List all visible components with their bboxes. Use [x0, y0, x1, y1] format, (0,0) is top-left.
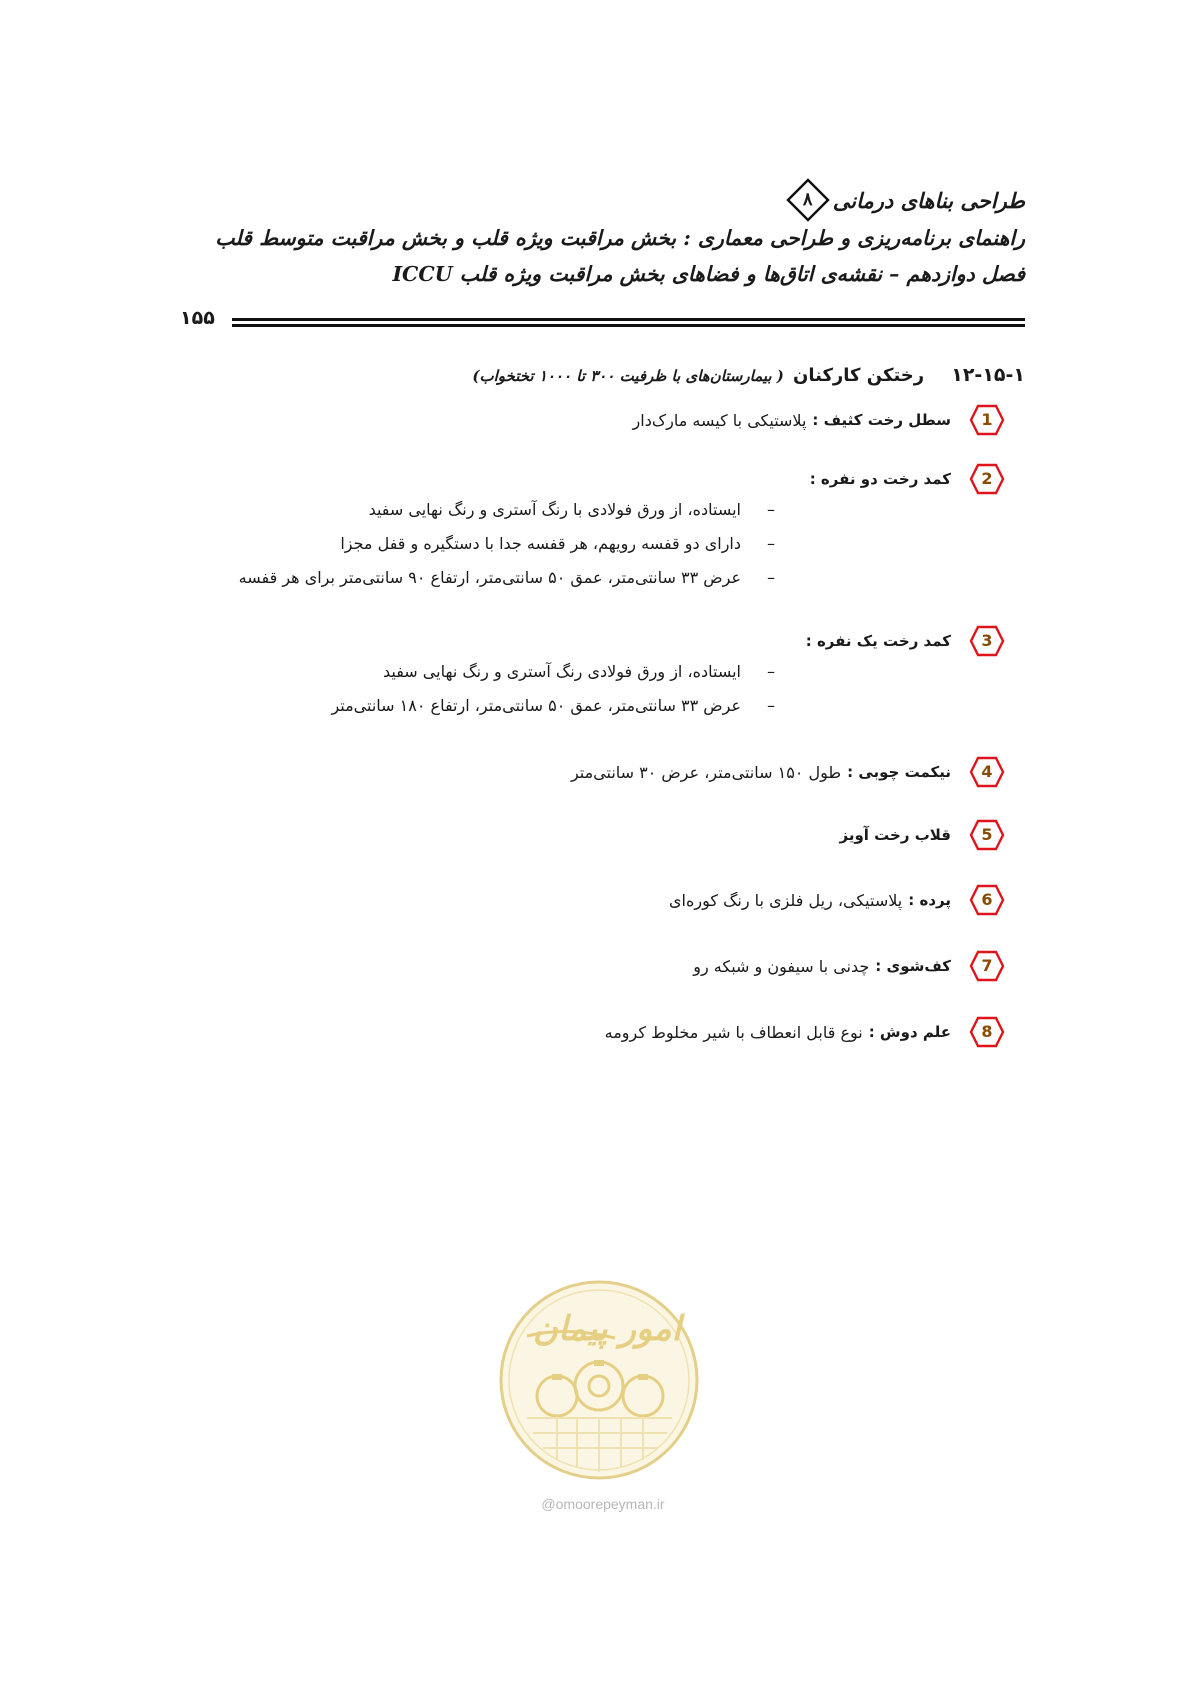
sub-item-text: دارای دو قفسه رویهم، هر قفسه جدا با دستگیره و قفل مجزا [340, 534, 741, 553]
sub-list-item [239, 568, 775, 587]
chapter-title: فصل دوازدهم – نقشه‌ی اتاق‌ها و فضاهای بخش مراقبت ویژه قلب ICCU [392, 262, 1025, 286]
item-label: کف‌شوی : [875, 957, 951, 975]
list-item [810, 463, 1005, 495]
hexagon-badge-icon [969, 950, 1005, 982]
list-item [633, 404, 1005, 436]
item-number: 2 [981, 469, 993, 488]
sub-bullet: – [767, 696, 775, 715]
item-label: پرده : [908, 891, 951, 909]
sub-bullet: – [767, 534, 775, 553]
series-number-diamond-icon [785, 177, 831, 223]
item-number: 4 [981, 762, 993, 781]
item-label: نیکمت چوبی : [847, 763, 951, 781]
watermark-url: @omoorepeyman.ir [541, 1496, 665, 1512]
page-number: ۱۵۵ [180, 307, 215, 329]
item-number: 3 [981, 631, 993, 650]
hexagon-badge-icon [969, 819, 1005, 851]
series-title: طراحی بناهای درمانی [832, 187, 1025, 213]
item-number: 1 [981, 410, 993, 429]
header-rule-row [180, 307, 1025, 333]
sub-item-text: عرض ۳۳ سانتی‌متر، عمق ۵۰ سانتی‌متر، ارتفاع ۹۰ سانتی‌متر برای هر قفسه [238, 568, 741, 587]
section-heading [472, 364, 1025, 386]
item-label: علم دوش : [868, 1023, 951, 1041]
sub-item-text: ایستاده، از ورق فولادی رنگ آستری و رنگ نهایی سفید [382, 662, 741, 681]
sub-list-item [340, 534, 775, 553]
item-number: 8 [981, 1022, 993, 1041]
sub-bullet: – [767, 662, 775, 681]
sub-list-item [383, 662, 775, 681]
list-item [669, 884, 1005, 916]
item-label: کمد رخت دو نفره : [809, 470, 951, 488]
sub-item-text: عرض ۳۳ سانتی‌متر، عمق ۵۰ سانتی‌متر، ارتفاع ۱۸۰ سانتی‌متر [331, 696, 741, 715]
item-description: پلاستیکی، ریل فلزی با رنگ کوره‌ای [669, 890, 903, 910]
hexagon-badge-icon [969, 884, 1005, 916]
item-number: 7 [981, 956, 993, 975]
list-item [840, 819, 1005, 851]
watermark-logo-icon [497, 1278, 702, 1483]
list-item [571, 756, 1005, 788]
hexagon-badge-icon [969, 625, 1005, 657]
item-label: کمد رخت یک نفره : [805, 632, 951, 650]
item-label: قلاب رخت آویز [839, 826, 951, 844]
page-header [185, 180, 1025, 292]
item-description: نوع قابل انعطاف با شیر مخلوط کرومه [604, 1022, 863, 1042]
header-double-rule [232, 318, 1025, 327]
hexagon-badge-icon [969, 463, 1005, 495]
section-title: رختکن کارکنان [792, 365, 925, 386]
book-subtitle: راهنمای برنامه‌ریزی و طراحی معماری : بخش مراقبت ویژه قلب و بخش مراقبت متوسط قلب [215, 226, 1025, 250]
list-item [693, 950, 1005, 982]
item-label: سطل رخت کثیف : [812, 411, 951, 429]
list-item [806, 625, 1005, 657]
section-number: ۱۲-۱۵-۱ [951, 364, 1025, 386]
sub-list-item [369, 500, 775, 519]
series-number: ۸ [802, 189, 813, 210]
hexagon-badge-icon [969, 404, 1005, 436]
sub-bullet: – [767, 568, 775, 587]
item-description: طول ۱۵۰ سانتی‌متر، عرض ۳۰ سانتی‌متر [570, 762, 842, 782]
sub-bullet: – [767, 500, 775, 519]
item-number: 5 [981, 825, 993, 844]
item-description: پلاستیکی با کیسه مارک‌دار [632, 410, 807, 430]
hexagon-badge-icon [969, 1016, 1005, 1048]
item-number: 6 [981, 890, 993, 909]
series-line [185, 180, 1025, 220]
sub-item-text: ایستاده، از ورق فولادی با رنگ آستری و رنگ نهایی سفید [368, 500, 741, 519]
item-description: چدنی با سیفون و شبکه رو [693, 956, 870, 976]
list-item [605, 1016, 1005, 1048]
watermark-logo-text: امور پیمان [532, 1309, 682, 1349]
hexagon-badge-icon [969, 756, 1005, 788]
sub-list-item [331, 696, 775, 715]
section-subtitle: ( بیمارستان‌های با ظرفیت ۳۰۰ تا ۱۰۰۰ تختخواب) [472, 367, 784, 385]
